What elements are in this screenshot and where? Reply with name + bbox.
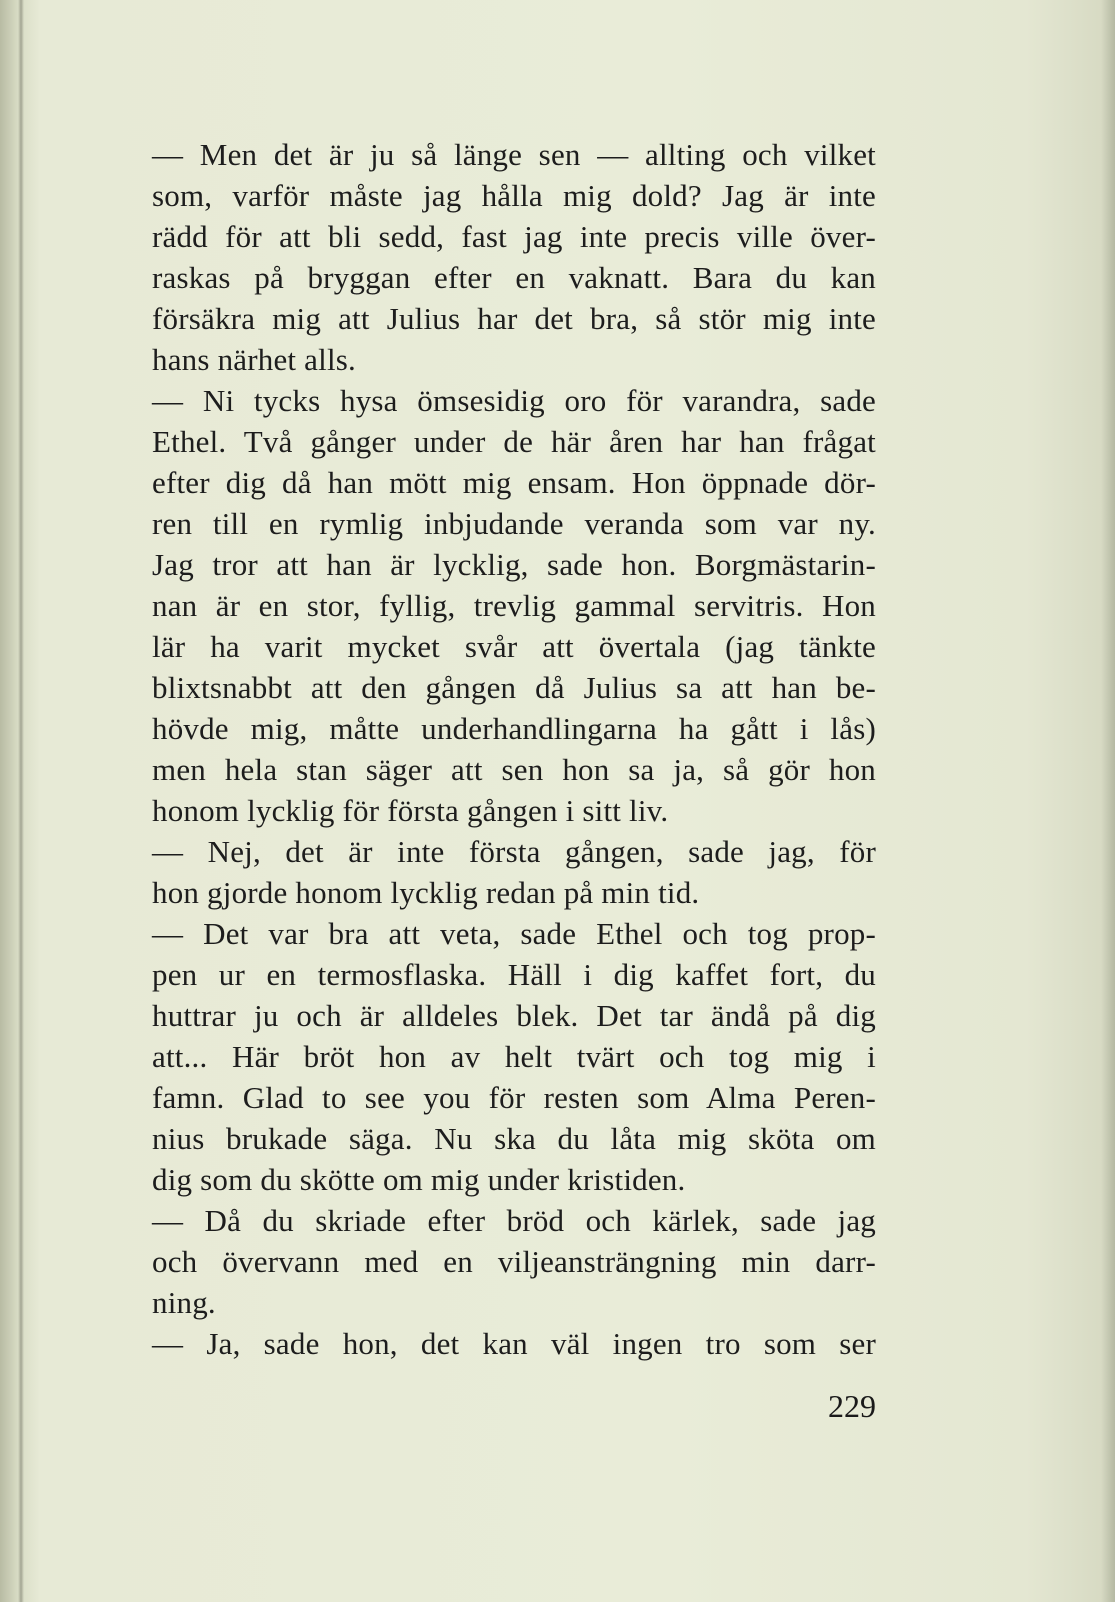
- text-line: — Det var bra att veta, sade Ethel och tog prop-: [152, 916, 876, 951]
- text-line: och övervann med en viljeansträngning min darr-: [152, 1244, 876, 1279]
- text-line: honom lycklig för första gången i sitt liv.: [152, 793, 669, 828]
- text-line: försäkra mig att Julius har det bra, så stör mig inte: [152, 301, 876, 336]
- text-line: nius brukade säga. Nu ska du låta mig sköta om: [152, 1121, 876, 1156]
- text-line: ning.: [152, 1285, 216, 1320]
- text-line: raskas på bryggan efter en vaknatt. Bara du kan: [152, 260, 876, 295]
- text-line: efter dig då han mött mig ensam. Hon öppnade dör-: [152, 465, 876, 500]
- text-line: hans närhet alls.: [152, 342, 356, 377]
- text-line: famn. Glad to see you för resten som Alma Peren-: [152, 1080, 876, 1115]
- page-number: 229: [828, 1388, 876, 1424]
- text-line: — Då du skriade efter bröd och kärlek, sade jag: [152, 1203, 876, 1238]
- text-line: Jag tror att han är lycklig, sade hon. Borgmästarin-: [152, 547, 876, 582]
- text-line: huttrar ju och är alldeles blek. Det tar ändå på dig: [152, 998, 876, 1033]
- text-line: ren till en rymlig inbjudande veranda som var ny.: [152, 506, 876, 541]
- text-line: blixtsnabbt att den gången då Julius sa att han be-: [152, 670, 876, 705]
- text-line: — Ja, sade hon, det kan väl ingen tro som ser: [152, 1326, 876, 1361]
- text-line: — Ni tycks hysa ömsesidig oro för varandra, sade: [152, 383, 876, 418]
- text-line: pen ur en termosflaska. Häll i dig kaffet fort, du: [152, 957, 876, 992]
- text-line: rädd för att bli sedd, fast jag inte precis ville över-: [152, 219, 876, 254]
- page-binding-shadow: [18, 0, 24, 1602]
- page-text: [152, 134, 876, 1364]
- text-line: som, varför måste jag hålla mig dold? Jag är inte: [152, 178, 876, 213]
- text-line: Ethel. Två gånger under de här åren har han frågat: [152, 424, 876, 459]
- text-line: — Men det är ju så länge sen — allting och vilket: [152, 137, 876, 172]
- text-line: men hela stan säger att sen hon sa ja, så gör hon: [152, 752, 876, 787]
- text-line: dig som du skötte om mig under kristiden.: [152, 1162, 686, 1197]
- page-edge-shadow: [1101, 0, 1115, 1602]
- text-line: nan är en stor, fyllig, trevlig gammal servitris. Hon: [152, 588, 876, 623]
- text-line: hon gjorde honom lycklig redan på min tid.: [152, 875, 700, 910]
- text-line: hövde mig, måtte underhandlingarna ha gått i lås): [152, 711, 876, 746]
- text-line: lär ha varit mycket svår att övertala (jag tänkte: [152, 629, 876, 664]
- text-line: — Nej, det är inte första gången, sade jag, för: [152, 834, 876, 869]
- text-line: att... Här bröt hon av helt tvärt och tog mig i: [152, 1039, 876, 1074]
